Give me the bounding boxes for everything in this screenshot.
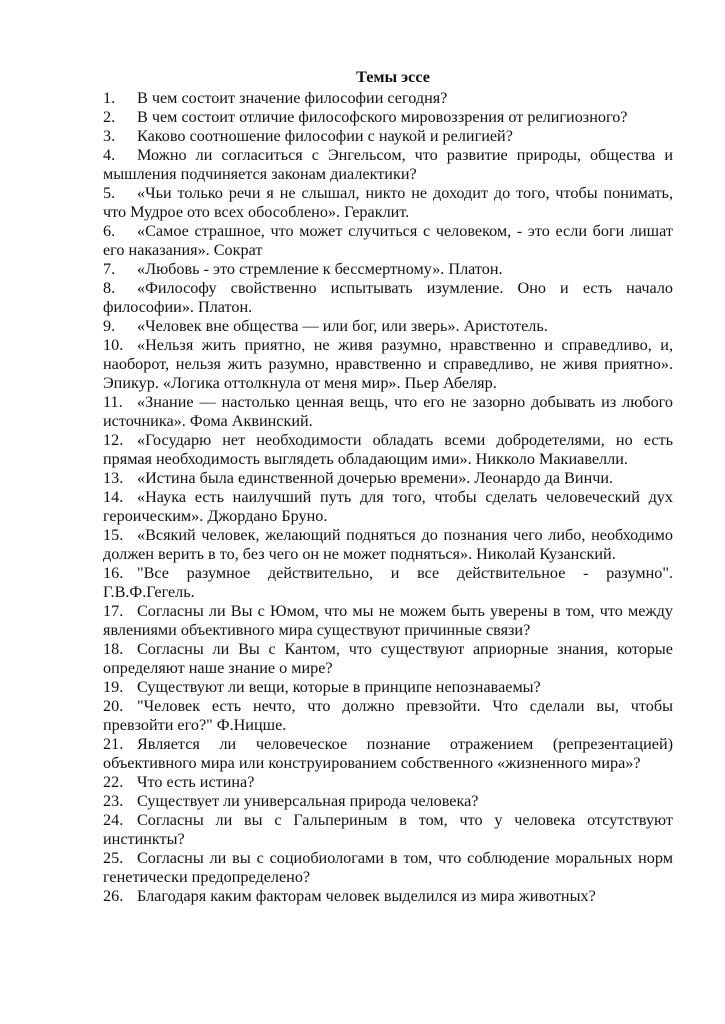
essay-topic-text: «Нельзя жить приятно, не живя разумно, нравственно и справедливо, и, наоборот, нельзя жить разумно, нравственно и справедливо, не живя приятно». Эпикур. «Логика оттолкнула от меня мир». Пьер Абеляр.	[103, 336, 673, 392]
essay-topic-item	[103, 184, 673, 222]
essay-topic-text: «Знание — настолько ценная вещь, что его не зазорно добывать из любого источника». Фома Аквинский.	[103, 393, 673, 430]
essay-topic-number: 8.	[103, 279, 116, 297]
essay-topic-text: "Человек есть нечто, что должно превзойти. Что сделали вы, чтобы превзойти его?" Ф.Ницше.	[103, 697, 673, 734]
essay-topic-item	[103, 792, 673, 811]
essay-topic-text: «Государю нет необходимости обладать всеми добродетелями, но есть прямая необходимость выглядеть обладающим ими». Никколо Макиавелли.	[103, 431, 673, 468]
essay-topic-number: 11.	[103, 393, 123, 411]
essay-topic-text: «Истина была единственной дочерью времени». Леонардо да Винчи.	[137, 469, 614, 487]
essay-topic-item	[103, 260, 673, 279]
essay-topic-list	[103, 89, 673, 906]
essay-topic-item	[103, 393, 673, 431]
essay-topic-text: Согласны ли Вы с Юмом, что мы не можем быть уверены в том, что между явлениями объективного мира существуют причинные связи?	[103, 602, 673, 639]
essay-topic-item	[103, 431, 673, 469]
essay-topic-item	[103, 488, 673, 526]
essay-topic-text: Благодаря каким факторам человек выделился из мира животных?	[137, 887, 596, 905]
essay-topic-number: 16.	[103, 564, 124, 582]
essay-topic-number: 7.	[103, 260, 116, 278]
essay-topic-number: 21.	[103, 735, 124, 753]
essay-topic-text: Существуют ли вещи, которые в принципе непознаваемы?	[137, 678, 541, 696]
essay-topic-item	[103, 678, 673, 697]
essay-topic-number: 24.	[103, 811, 124, 829]
essay-topic-text: «Философу свойственно испытывать изумление. Оно и есть начало философии». Платон.	[103, 279, 673, 316]
essay-topic-text: «Самое страшное, что может случиться с человеком, - это если боги лишат его наказания». Сократ	[103, 222, 673, 259]
essay-topic-item	[103, 697, 673, 735]
essay-topic-text: «Всякий человек, желающий подняться до познания чего либо, необходимо должен верить в то, без чего он не может подняться». Николай Кузанский.	[103, 526, 673, 563]
essay-topic-number: 22.	[103, 773, 124, 791]
essay-topic-item	[103, 773, 673, 792]
essay-topic-item	[103, 222, 673, 260]
essay-topic-number: 10.	[103, 336, 124, 354]
essay-topic-number: 25.	[103, 849, 124, 867]
essay-topic-item	[103, 526, 673, 564]
essay-topic-text: В чем состоит отличие философского мировоззрения от религиозного?	[137, 108, 628, 126]
essay-topic-item	[103, 735, 673, 773]
essay-topic-number: 3.	[103, 127, 116, 145]
essay-topic-text: Что есть истина?	[137, 773, 255, 791]
essay-topic-text: "Все разумное действительно, и все действительное - разумно". Г.В.Ф.Гегель.	[103, 564, 673, 601]
essay-topic-item	[103, 89, 673, 108]
essay-topic-number: 19.	[103, 678, 124, 696]
essay-topic-text: Каково соотношение философии с наукой и религией?	[137, 127, 513, 145]
essay-topic-text: Согласны ли вы с социобиологами в том, что соблюдение моральных норм генетически предопределено?	[103, 849, 673, 886]
essay-topic-number: 15.	[103, 526, 124, 544]
essay-topic-number: 14.	[103, 488, 124, 506]
essay-topic-item	[103, 279, 673, 317]
essay-topic-text: «Человек вне общества — или бог, или зверь». Аристотель.	[137, 317, 548, 335]
essay-topic-number: 26.	[103, 887, 124, 905]
essay-topic-text: Существует ли универсальная природа человека?	[137, 792, 479, 810]
essay-topic-number: 13.	[103, 469, 124, 487]
essay-topic-number: 18.	[103, 640, 124, 658]
essay-topic-item	[103, 849, 673, 887]
essay-topic-item	[103, 469, 673, 488]
essay-topic-text: Согласны ли Вы с Кантом, что существуют априорные знания, которые определяют наше знание о мире?	[103, 640, 673, 677]
essay-topic-text: Является ли человеческое познание отражением (репрезентацией) объективного мира или конструированием собственного «жизненного мира»?	[103, 735, 673, 772]
essay-topic-item	[103, 336, 673, 393]
essay-topic-item	[103, 146, 673, 184]
essay-topic-number: 17.	[103, 602, 124, 620]
essay-topic-item	[103, 108, 673, 127]
essay-topic-item	[103, 887, 673, 906]
essay-topic-number: 12.	[103, 431, 124, 449]
essay-topic-text: В чем состоит значение философии сегодня?	[137, 89, 448, 107]
essay-topic-item	[103, 811, 673, 849]
essay-topic-item	[103, 127, 673, 146]
essay-topic-item	[103, 564, 673, 602]
essay-topic-item	[103, 602, 673, 640]
essay-topic-text: «Чьи только речи я не слышал, никто не доходит до того, чтобы понимать, что Мудрое ото всех обособлено». Гераклит.	[103, 184, 673, 221]
essay-topic-text: «Любовь - это стремление к бессмертному». Платон.	[137, 260, 503, 278]
essay-topic-text: «Наука есть наилучший путь для того, чтобы сделать человеческий дух героическим». Джордано Бруно.	[103, 488, 673, 525]
essay-topic-number: 1.	[103, 89, 116, 107]
essay-topic-number: 2.	[103, 108, 116, 126]
essay-topic-item	[103, 317, 673, 336]
essay-topic-text: Можно ли согласиться с Энгельсом, что развитие природы, общества и мышления подчиняется законам диалектики?	[103, 146, 673, 183]
essay-topic-text: Согласны ли вы с Гальпериным в том, что у человека отсутствуют инстинкты?	[103, 811, 673, 848]
essay-topic-number: 4.	[103, 146, 116, 164]
document-body	[103, 67, 673, 906]
essay-topic-number: 9.	[103, 317, 116, 335]
essay-topic-number: 5.	[103, 184, 116, 202]
essay-topic-number: 23.	[103, 792, 124, 810]
document-title: Темы эссе	[356, 68, 430, 86]
essay-topic-number: 20.	[103, 697, 124, 715]
essay-topic-item	[103, 640, 673, 678]
essay-topic-number: 6.	[103, 222, 116, 240]
